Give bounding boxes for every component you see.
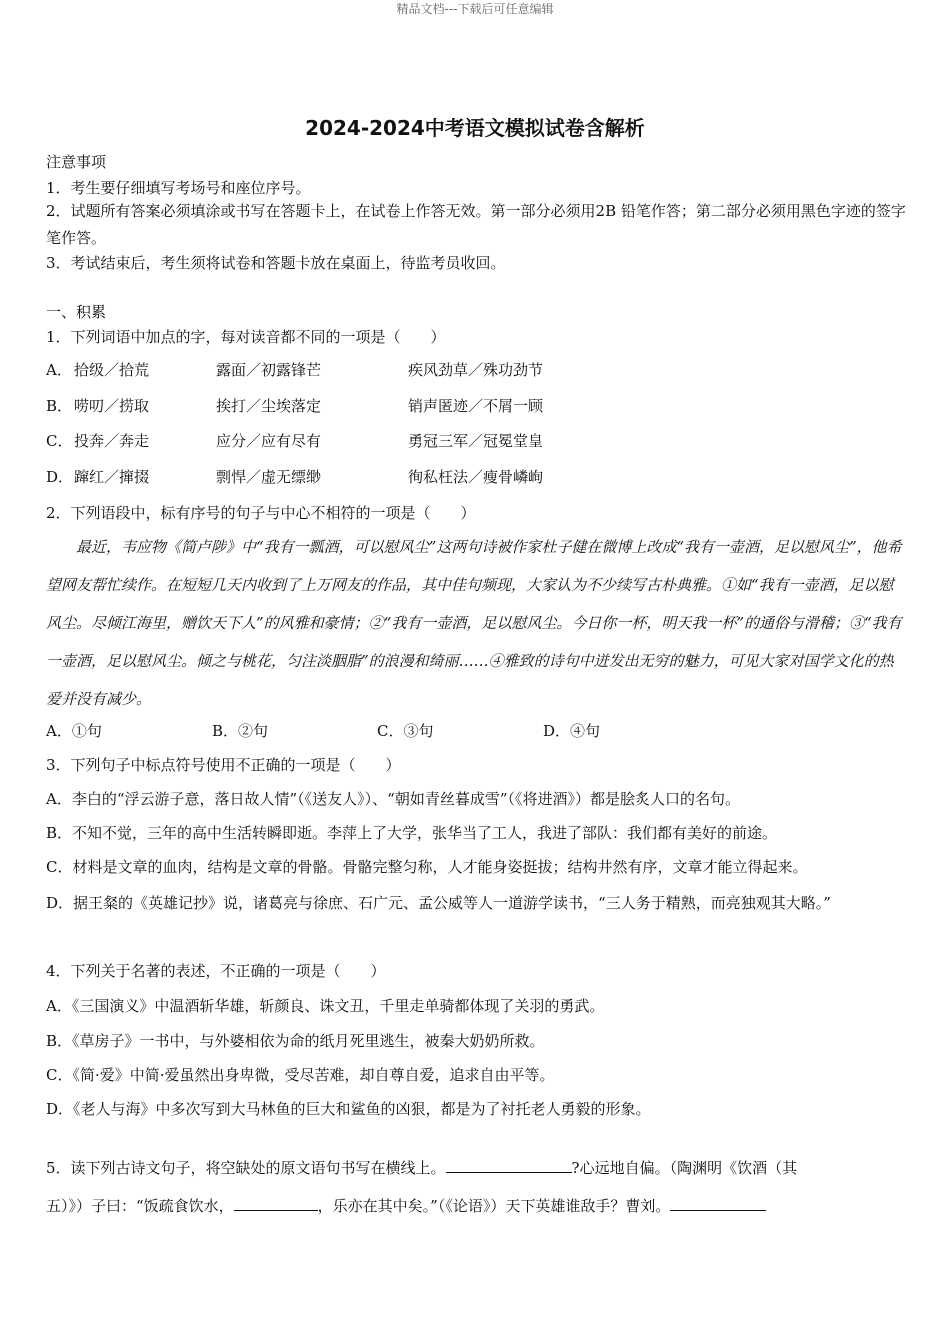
q1-option-label: A．	[46, 361, 72, 379]
q1-option-col1: 投奔／奔走	[74, 432, 150, 450]
q1-option-label: B．	[46, 397, 73, 415]
question-3-stem: 3．下列句子中标点符号使用不正确的一项是（ ）	[46, 756, 401, 774]
q4-option-c: C．《简·爱》中简·爱虽然出身卑微，受尽苦难，却自尊自爱，追求自由平等。	[46, 1066, 555, 1084]
question-2-stem: 2．下列语段中，标有序号的句子与中心不相符的一项是（ ）	[46, 504, 476, 522]
watermark: 精品文档---下载后可任意编辑	[396, 2, 554, 16]
q1-option-col1: 拾级／拾荒	[74, 361, 150, 379]
question-4-stem: 4．下列关于名著的表述，不正确的一项是（ ）	[46, 962, 386, 980]
q2-option-b: B．②句	[212, 722, 269, 740]
answer-blank[interactable]	[446, 1158, 572, 1173]
q1-option-col3: 疾风劲草／殊功劲节	[408, 361, 544, 379]
page-title: 2024-2024中考语文模拟试卷含解析	[305, 116, 645, 140]
q5-text-1: 5．读下列古诗文句子，将空缺处的原文语句书写在横线上。	[46, 1159, 446, 1177]
q1-option-label: D．	[46, 468, 74, 486]
q3-option-c: C．材料是文章的血肉，结构是文章的骨骼。骨骼完整匀称，人才能身姿挺拔；结构井然有序，文章才能立得起来。	[46, 858, 808, 876]
q2-option-c: C．③句	[377, 722, 434, 740]
section-heading: 一、积累	[46, 303, 107, 321]
q4-option-a: A．《三国演义》中温酒斩华雄，斩颜良、诛文丑，千里走单骑都体现了关羽的勇武。	[46, 997, 605, 1015]
q4-option-d: D．《老人与海》中多次写到大马林鱼的巨大和鲨鱼的凶狠，都是为了衬托老人勇毅的形象。	[46, 1100, 651, 1118]
notice-item-3: 3．考试结束后，考生须将试卷和答题卡放在桌面上，待监考员收回。	[46, 254, 506, 272]
q5-text-2: ?心远地自偏。（陶渊明《饮酒（其	[571, 1159, 798, 1177]
notice-item-1: 1．考生要仔细填写考场号和座位序号。	[46, 179, 311, 197]
notice-heading: 注意事项	[46, 153, 107, 171]
question-2-passage	[46, 528, 906, 718]
q5-text-3: 五）》）子曰：“饭疏食饮水，	[46, 1197, 234, 1215]
q1-option-col2: 挨打／尘埃落定	[216, 397, 322, 415]
answer-blank[interactable]	[234, 1196, 318, 1211]
q1-option-col1: 唠叨／捞取	[74, 397, 150, 415]
question-5-line-2	[46, 1195, 766, 1216]
q3-option-b: B．不知不觉，三年的高中生活转瞬即逝。李萍上了大学，张华当了工人，我进了部队：我们都有美好的前途。	[46, 824, 778, 842]
q1-option-col2: 露面／初露锋芒	[216, 361, 322, 379]
q1-option-col2: 剽悍／虚无缥缈	[216, 468, 322, 486]
q3-option-a: A．李白的“浮云游子意，落日故人情”（《送友人》）、“朝如青丝暮成雪”（《将进酒》）都是脍炙人口的名句。	[46, 790, 741, 808]
answer-blank[interactable]	[670, 1196, 766, 1211]
q1-option-col3: 徇私枉法／瘦骨嶙峋	[408, 468, 544, 486]
notice-item-2: 2．试题所有答案必须填涂或书写在答题卡上，在试卷上作答无效。第一部分必须用2B 铅笔作答；第二部分必须用黑色字迹的签字笔作答。	[46, 202, 906, 247]
q1-option-col1: 蹿红／撺掇	[74, 468, 150, 486]
q1-option-label: C．	[46, 432, 73, 450]
q4-option-b: B．《草房子》一书中，与外婆相依为命的纸月死里逃生，被秦大奶奶所救。	[46, 1032, 545, 1050]
q1-option-col2: 应分／应有尽有	[216, 432, 322, 450]
question-5-line-1	[46, 1157, 797, 1178]
q1-option-col3: 销声匿迹／不屑一顾	[408, 397, 544, 415]
passage-text: 最近，韦应物《简卢陟》中“我有一瓢酒，可以慰风尘”这两句诗被作家杜子健在微博上改成“我有一壶酒，足以慰风尘”，他希望网友帮忙续作。在短短几天内收到了上万网友的作品，其中佳句频现，大家认为不少续写古朴典雅。①如“我有一壶酒，足以慰风尘。尽倾江海里，赠饮天下人”的风雅和豪情；②“我有一壶酒，足以慰风尘。今日你一杯，明天我一杯”的通俗与滑稽；③“我有一壶酒，足以慰风尘。倾之与桃花，匀注淡胭脂”的浪漫和绮丽……④雅致的诗句中迸发出无穷的魅力，可见大家对国学文化的热爱并没有减少。	[46, 538, 902, 708]
q2-option-d: D．④句	[543, 722, 601, 740]
q5-text-4: ，乐亦在其中矣。”（《论语》）天下英雄谁敌手？曹刘。	[317, 1197, 671, 1215]
question-1-stem: 1．下列词语中加点的字，每对读音都不同的一项是（ ）	[46, 328, 446, 346]
q1-option-col3: 勇冠三军／冠冕堂皇	[408, 432, 544, 450]
q2-option-a: A．①句	[46, 722, 102, 740]
q3-option-d: D．据王粲的《英雄记抄》说，诸葛亮与徐庶、石广元、孟公威等人一道游学读书，“三人务于精熟，而亮独观其大略。”	[46, 894, 831, 912]
